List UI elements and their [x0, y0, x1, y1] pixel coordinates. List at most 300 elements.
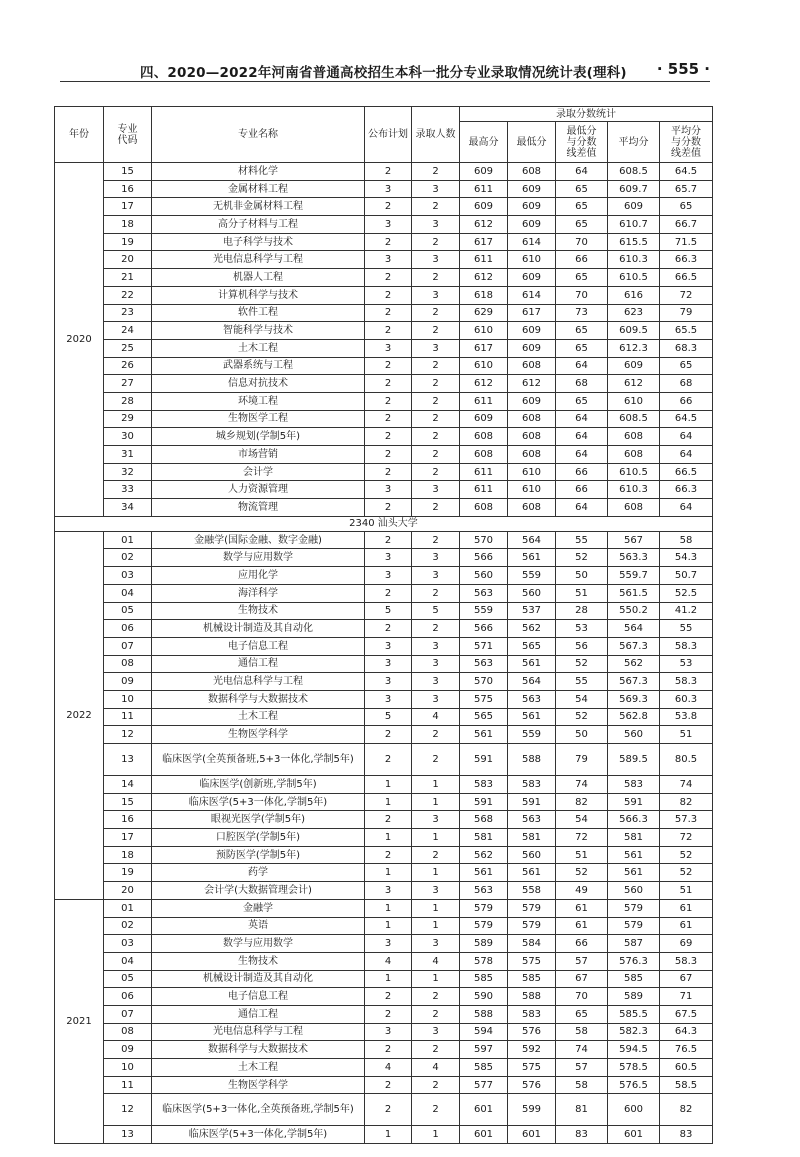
- cell-admitted: 2: [412, 375, 460, 393]
- cell-name: 计算机科学与技术: [152, 286, 365, 304]
- cell-code: 29: [104, 410, 152, 428]
- cell-code: 08: [104, 1023, 152, 1041]
- cell-code: 17: [104, 829, 152, 847]
- cell-name: 生物医学科学: [152, 1076, 365, 1094]
- cell-min-diff: 54: [556, 811, 608, 829]
- cell-min: 575: [508, 952, 556, 970]
- cell-max: 585: [460, 1059, 508, 1077]
- cell-admitted: 1: [412, 829, 460, 847]
- table-row: [55, 180, 713, 198]
- cell-admitted: 2: [412, 198, 460, 216]
- cell-avg: 610.5: [608, 269, 660, 287]
- table-row: [55, 708, 713, 726]
- cell-plan: 2: [365, 375, 412, 393]
- cell-name: 生物技术: [152, 602, 365, 620]
- cell-max: 568: [460, 811, 508, 829]
- cell-min-diff: 66: [556, 251, 608, 269]
- cell-name: 生物医学科学: [152, 726, 365, 744]
- cell-min: 608: [508, 499, 556, 517]
- cell-min: 609: [508, 339, 556, 357]
- cell-max: 578: [460, 952, 508, 970]
- cell-name: 会计学: [152, 463, 365, 481]
- cell-min: 608: [508, 410, 556, 428]
- cell-name: 城乡规划(学制5年): [152, 428, 365, 446]
- cell-min: 562: [508, 620, 556, 638]
- cell-plan: 2: [365, 463, 412, 481]
- year-cell: 2022: [55, 531, 104, 899]
- cell-plan: 3: [365, 690, 412, 708]
- cell-min: 610: [508, 463, 556, 481]
- cell-min-diff: 66: [556, 481, 608, 499]
- cell-min: 584: [508, 935, 556, 953]
- cell-min: 563: [508, 811, 556, 829]
- cell-name: 口腔医学(学制5年): [152, 829, 365, 847]
- cell-admitted: 2: [412, 233, 460, 251]
- cell-admitted: 2: [412, 726, 460, 744]
- cell-avg-diff: 64.5: [660, 410, 713, 428]
- cell-avg: 587: [608, 935, 660, 953]
- page-header: [60, 59, 710, 85]
- table-row: [55, 357, 713, 375]
- cell-avg: 609: [608, 198, 660, 216]
- table-row: [55, 935, 713, 953]
- cell-admitted: 2: [412, 463, 460, 481]
- cell-avg-diff: 72: [660, 829, 713, 847]
- cell-admitted: 2: [412, 988, 460, 1006]
- cell-plan: 3: [365, 481, 412, 499]
- cell-plan: 2: [365, 1076, 412, 1094]
- cell-min: 608: [508, 357, 556, 375]
- table-row: [55, 531, 713, 549]
- cell-avg: 560: [608, 882, 660, 900]
- cell-plan: 2: [365, 744, 412, 776]
- table-row: [55, 216, 713, 234]
- cell-name: 光电信息科学与工程: [152, 673, 365, 691]
- cell-avg: 583: [608, 776, 660, 794]
- cell-plan: 2: [365, 392, 412, 410]
- cell-min-diff: 65: [556, 198, 608, 216]
- cell-min-diff: 64: [556, 446, 608, 464]
- cell-admitted: 3: [412, 690, 460, 708]
- table-row: [55, 864, 713, 882]
- cell-code: 06: [104, 988, 152, 1006]
- cell-avg-diff: 58.3: [660, 673, 713, 691]
- cell-code: 02: [104, 917, 152, 935]
- cell-min: 564: [508, 673, 556, 691]
- cell-code: 21: [104, 269, 152, 287]
- cell-name: 信息对抗技术: [152, 375, 365, 393]
- cell-plan: 2: [365, 531, 412, 549]
- cell-name: 生物医学工程: [152, 410, 365, 428]
- cell-admitted: 4: [412, 952, 460, 970]
- cell-avg-diff: 66.7: [660, 216, 713, 234]
- cell-name: 土木工程: [152, 1059, 365, 1077]
- cell-min-diff: 54: [556, 690, 608, 708]
- cell-max: 611: [460, 180, 508, 198]
- cell-avg: 569.3: [608, 690, 660, 708]
- cell-min: 610: [508, 251, 556, 269]
- cell-plan: 2: [365, 846, 412, 864]
- cell-max: 570: [460, 673, 508, 691]
- cell-min-diff: 82: [556, 793, 608, 811]
- header-code: [104, 107, 152, 163]
- table-row: [55, 499, 713, 517]
- cell-plan: 3: [365, 882, 412, 900]
- cell-plan: 2: [365, 357, 412, 375]
- cell-avg-diff: 82: [660, 793, 713, 811]
- cell-min: 610: [508, 481, 556, 499]
- header-avg: 平均分: [608, 122, 660, 163]
- cell-code: 31: [104, 446, 152, 464]
- cell-plan: 2: [365, 446, 412, 464]
- cell-avg-diff: 52.5: [660, 584, 713, 602]
- cell-plan: 2: [365, 286, 412, 304]
- cell-max: 618: [460, 286, 508, 304]
- cell-admitted: 2: [412, 357, 460, 375]
- cell-min: 609: [508, 216, 556, 234]
- cell-code: 09: [104, 1041, 152, 1059]
- table-row: [55, 655, 713, 673]
- table-row: [55, 233, 713, 251]
- cell-avg-diff: 72: [660, 286, 713, 304]
- cell-avg: 591: [608, 793, 660, 811]
- cell-avg: 585: [608, 970, 660, 988]
- cell-max: 585: [460, 970, 508, 988]
- cell-avg: 609: [608, 357, 660, 375]
- cell-admitted: 1: [412, 776, 460, 794]
- cell-avg-diff: 65: [660, 198, 713, 216]
- cell-plan: 2: [365, 233, 412, 251]
- cell-min: 609: [508, 322, 556, 340]
- cell-code: 15: [104, 793, 152, 811]
- cell-admitted: 2: [412, 392, 460, 410]
- cell-code: 34: [104, 499, 152, 517]
- cell-min-diff: 68: [556, 375, 608, 393]
- cell-max: 559: [460, 602, 508, 620]
- cell-max: 571: [460, 637, 508, 655]
- cell-admitted: 3: [412, 286, 460, 304]
- cell-min: 608: [508, 163, 556, 181]
- cell-name: 武器系统与工程: [152, 357, 365, 375]
- cell-plan: 3: [365, 339, 412, 357]
- cell-avg: 563.3: [608, 549, 660, 567]
- cell-plan: 3: [365, 1023, 412, 1041]
- cell-max: 561: [460, 726, 508, 744]
- cell-plan: 2: [365, 584, 412, 602]
- cell-avg-diff: 82: [660, 1094, 713, 1126]
- cell-min: 561: [508, 549, 556, 567]
- cell-min: 617: [508, 304, 556, 322]
- page-number: · 555 ·: [656, 60, 710, 78]
- cell-min-diff: 53: [556, 620, 608, 638]
- cell-max: 612: [460, 269, 508, 287]
- admission-table: [54, 106, 713, 1144]
- cell-avg-diff: 41.2: [660, 602, 713, 620]
- table-row: [55, 829, 713, 847]
- cell-plan: 3: [365, 251, 412, 269]
- cell-code: 07: [104, 637, 152, 655]
- cell-avg-diff: 80.5: [660, 744, 713, 776]
- cell-avg: 579: [608, 917, 660, 935]
- cell-admitted: 2: [412, 499, 460, 517]
- cell-min: 583: [508, 776, 556, 794]
- cell-min: 564: [508, 531, 556, 549]
- cell-code: 15: [104, 163, 152, 181]
- cell-min-diff: 64: [556, 357, 608, 375]
- cell-avg: 582.3: [608, 1023, 660, 1041]
- table-row: [55, 198, 713, 216]
- cell-code: 24: [104, 322, 152, 340]
- cell-avg: 576.3: [608, 952, 660, 970]
- cell-admitted: 3: [412, 567, 460, 585]
- cell-admitted: 3: [412, 481, 460, 499]
- cell-min-diff: 61: [556, 917, 608, 935]
- cell-max: 562: [460, 846, 508, 864]
- cell-code: 03: [104, 567, 152, 585]
- cell-min: 558: [508, 882, 556, 900]
- header-score-group: 录取分数统计: [460, 107, 713, 122]
- cell-admitted: 1: [412, 917, 460, 935]
- cell-admitted: 2: [412, 446, 460, 464]
- cell-avg-diff: 51: [660, 726, 713, 744]
- cell-code: 03: [104, 935, 152, 953]
- cell-name: 眼视光医学(学制5年): [152, 811, 365, 829]
- cell-min-diff: 51: [556, 846, 608, 864]
- cell-min: 537: [508, 602, 556, 620]
- cell-avg-diff: 52: [660, 846, 713, 864]
- cell-min-diff: 52: [556, 864, 608, 882]
- cell-plan: 2: [365, 269, 412, 287]
- cell-admitted: 3: [412, 1023, 460, 1041]
- cell-max: 608: [460, 499, 508, 517]
- cell-max: 579: [460, 917, 508, 935]
- table-row: [55, 793, 713, 811]
- table-row: [55, 917, 713, 935]
- table-row: [55, 339, 713, 357]
- cell-min: 561: [508, 655, 556, 673]
- cell-avg: 608: [608, 499, 660, 517]
- cell-max: 601: [460, 1126, 508, 1144]
- cell-name: 金融学: [152, 899, 365, 917]
- cell-min-diff: 52: [556, 708, 608, 726]
- cell-code: 33: [104, 481, 152, 499]
- cell-min: 608: [508, 428, 556, 446]
- cell-avg-diff: 68: [660, 375, 713, 393]
- table-row: [55, 726, 713, 744]
- cell-avg: 561.5: [608, 584, 660, 602]
- cell-avg-diff: 79: [660, 304, 713, 322]
- cell-admitted: 2: [412, 322, 460, 340]
- cell-name: 临床医学(5+3一体化,全英预备班,学制5年): [152, 1094, 365, 1126]
- cell-plan: 4: [365, 1059, 412, 1077]
- cell-code: 16: [104, 811, 152, 829]
- cell-admitted: 3: [412, 549, 460, 567]
- cell-plan: 3: [365, 180, 412, 198]
- header-year: 年份: [55, 107, 104, 163]
- cell-admitted: 3: [412, 811, 460, 829]
- cell-min-diff: 74: [556, 1041, 608, 1059]
- cell-min-diff: 61: [556, 899, 608, 917]
- cell-avg-diff: 67: [660, 970, 713, 988]
- cell-admitted: 3: [412, 339, 460, 357]
- table-row: [55, 163, 713, 181]
- cell-max: 591: [460, 744, 508, 776]
- cell-avg: 594.5: [608, 1041, 660, 1059]
- cell-name: 高分子材料与工程: [152, 216, 365, 234]
- cell-min-diff: 28: [556, 602, 608, 620]
- cell-avg-diff: 71.5: [660, 233, 713, 251]
- table-row: [55, 584, 713, 602]
- table-row: [55, 811, 713, 829]
- cell-max: 609: [460, 163, 508, 181]
- cell-plan: 1: [365, 1126, 412, 1144]
- cell-avg: 609.7: [608, 180, 660, 198]
- cell-code: 18: [104, 846, 152, 864]
- cell-plan: 3: [365, 655, 412, 673]
- cell-min: 591: [508, 793, 556, 811]
- cell-avg: 615.5: [608, 233, 660, 251]
- cell-admitted: 2: [412, 531, 460, 549]
- cell-avg-diff: 61: [660, 899, 713, 917]
- cell-avg-diff: 65.7: [660, 180, 713, 198]
- cell-name: 数据科学与大数据技术: [152, 690, 365, 708]
- cell-min-diff: 58: [556, 1076, 608, 1094]
- cell-code: 12: [104, 1094, 152, 1126]
- cell-avg-diff: 53.8: [660, 708, 713, 726]
- cell-code: 20: [104, 251, 152, 269]
- cell-admitted: 3: [412, 251, 460, 269]
- cell-avg-diff: 67.5: [660, 1005, 713, 1023]
- cell-avg: 623: [608, 304, 660, 322]
- cell-avg: 608.5: [608, 163, 660, 181]
- table-row: [55, 846, 713, 864]
- cell-min-diff: 73: [556, 304, 608, 322]
- cell-avg-diff: 66.5: [660, 269, 713, 287]
- header-avg-diff-label: 平均分与分数线差值: [671, 125, 701, 159]
- cell-code: 12: [104, 726, 152, 744]
- cell-code: 05: [104, 602, 152, 620]
- cell-code: 26: [104, 357, 152, 375]
- cell-name: 无机非金属材料工程: [152, 198, 365, 216]
- table-row: [55, 1041, 713, 1059]
- cell-max: 617: [460, 339, 508, 357]
- cell-admitted: 3: [412, 935, 460, 953]
- cell-max: 563: [460, 584, 508, 602]
- cell-max: 611: [460, 392, 508, 410]
- cell-avg-diff: 65: [660, 357, 713, 375]
- cell-max: 561: [460, 864, 508, 882]
- cell-avg-diff: 58: [660, 531, 713, 549]
- cell-min-diff: 57: [556, 952, 608, 970]
- cell-min-diff: 65: [556, 1005, 608, 1023]
- cell-avg-diff: 60.3: [660, 690, 713, 708]
- cell-name: 应用化学: [152, 567, 365, 585]
- cell-avg: 567: [608, 531, 660, 549]
- cell-max: 575: [460, 690, 508, 708]
- cell-avg-diff: 64.5: [660, 163, 713, 181]
- cell-avg-diff: 57.3: [660, 811, 713, 829]
- cell-avg-diff: 68.3: [660, 339, 713, 357]
- table-row: [55, 567, 713, 585]
- table-row: [55, 322, 713, 340]
- table-row: [55, 602, 713, 620]
- cell-avg: 601: [608, 1126, 660, 1144]
- cell-max: 617: [460, 233, 508, 251]
- cell-min: 614: [508, 233, 556, 251]
- cell-name: 金属材料工程: [152, 180, 365, 198]
- cell-max: 609: [460, 198, 508, 216]
- cell-name: 机械设计制造及其自动化: [152, 970, 365, 988]
- cell-min-diff: 65: [556, 322, 608, 340]
- table-row: [55, 637, 713, 655]
- cell-plan: 2: [365, 1005, 412, 1023]
- cell-code: 19: [104, 233, 152, 251]
- cell-avg-diff: 71: [660, 988, 713, 1006]
- cell-min: 561: [508, 864, 556, 882]
- cell-min: 563: [508, 690, 556, 708]
- table-row: [55, 375, 713, 393]
- cell-avg-diff: 64: [660, 499, 713, 517]
- cell-avg: 561: [608, 864, 660, 882]
- table-row: [55, 899, 713, 917]
- cell-avg: 608: [608, 446, 660, 464]
- year-cell: 2020: [55, 163, 104, 517]
- cell-code: 11: [104, 708, 152, 726]
- cell-avg: 610: [608, 392, 660, 410]
- cell-min: 585: [508, 970, 556, 988]
- cell-avg: 578.5: [608, 1059, 660, 1077]
- cell-min: 560: [508, 584, 556, 602]
- cell-admitted: 2: [412, 410, 460, 428]
- cell-max: 566: [460, 549, 508, 567]
- cell-admitted: 2: [412, 744, 460, 776]
- table-row: [55, 1076, 713, 1094]
- cell-min: 609: [508, 180, 556, 198]
- cell-code: 02: [104, 549, 152, 567]
- cell-min-diff: 65: [556, 180, 608, 198]
- cell-code: 23: [104, 304, 152, 322]
- cell-plan: 1: [365, 829, 412, 847]
- cell-name: 预防医学(学制5年): [152, 846, 365, 864]
- cell-avg-diff: 66.5: [660, 463, 713, 481]
- cell-min: 599: [508, 1094, 556, 1126]
- cell-min-diff: 64: [556, 499, 608, 517]
- cell-code: 05: [104, 970, 152, 988]
- cell-plan: 3: [365, 549, 412, 567]
- cell-avg-diff: 50.7: [660, 567, 713, 585]
- cell-code: 10: [104, 690, 152, 708]
- cell-min-diff: 66: [556, 935, 608, 953]
- cell-avg: 610.7: [608, 216, 660, 234]
- cell-avg: 600: [608, 1094, 660, 1126]
- cell-avg-diff: 58.3: [660, 637, 713, 655]
- cell-min: 575: [508, 1059, 556, 1077]
- cell-code: 08: [104, 655, 152, 673]
- cell-min-diff: 64: [556, 410, 608, 428]
- header-admitted: 录取人数: [412, 107, 460, 163]
- table-row: [55, 1059, 713, 1077]
- cell-max: 610: [460, 322, 508, 340]
- cell-plan: 2: [365, 811, 412, 829]
- cell-max: 597: [460, 1041, 508, 1059]
- cell-min-diff: 70: [556, 233, 608, 251]
- cell-max: 601: [460, 1094, 508, 1126]
- header-rule: [60, 81, 710, 82]
- cell-avg: 616: [608, 286, 660, 304]
- cell-admitted: 1: [412, 899, 460, 917]
- cell-min: 559: [508, 567, 556, 585]
- cell-min-diff: 52: [556, 549, 608, 567]
